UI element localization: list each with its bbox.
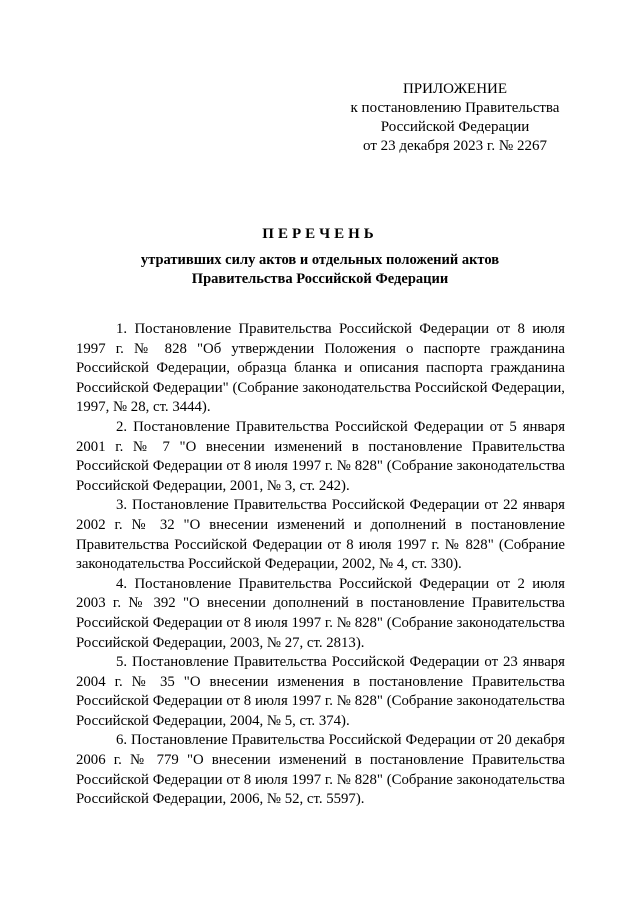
list-item: 6. Постановление Правительства Российской Федерации от 20 декабря 2006 г. № 779 "О внесении изменений в постановление Правительства Российской Федерации от 8 июля 1997 г. № 828" (Собрание законодательства Российской Федерации, 2006, № 52, ст. 5597). <box>76 732 565 808</box>
acts-list <box>76 320 565 810</box>
appendix-heading: ПРИЛОЖЕНИЕ <box>402 81 508 97</box>
appendix-line: Российской Федерации <box>380 119 530 135</box>
list-item: 3. Постановление Правительства Российской Федерации от 22 января 2002 г. № 32 "О внесении изменений и дополнений в постановление Правительства Российской Федерации от 8 июля 1997 г. № 828" (Собрание законодательства Российской Федерации, 2002, № 4, ст. 330). <box>76 497 565 573</box>
list-item: 5. Постановление Правительства Российской Федерации от 23 января 2004 г. № 35 "О внесении изменения в постановление Правительства Российской Федерации от 8 июля 1997 г. № 828" (Собрание законодательства Российской Федерации, 2004, № 5, ст. 374). <box>76 654 565 729</box>
list-item: 2. Постановление Правительства Российской Федерации от 5 января 2001 г. № 7 "О внесении изменений в постановление Правительства Российской Федерации от 8 июля 1997 г. № 828" (Собрание законодательства Российской Федерации, 2001, № 3, ст. 242). <box>76 418 565 494</box>
subtitle-line: Правительства Российской Федерации <box>191 271 449 287</box>
document-subtitle <box>0 251 640 289</box>
appendix-block <box>330 80 580 156</box>
list-item: 4. Постановление Правительства Российской Федерации от 2 июля 2003 г. № 392 "О внесении дополнений в постановление Правительства Российской Федерации от 8 июля 1997 г. № 828" (Собрание законодательства Российской Федерации, 2003, № 27, ст. 2813). <box>76 575 565 651</box>
subtitle-line: утративших силу актов и отдельных положений актов <box>140 252 500 268</box>
document-title: ПЕРЕЧЕНЬ <box>262 226 378 242</box>
appendix-line: к постановлению Правительства <box>350 100 560 116</box>
list-item: 1. Постановление Правительства Российской Федерации от 8 июля 1997 г. № 828 "Об утверждении Положения о паспорте гражданина Российской Федерации, образца бланка и описания паспорта гражданина Российской Федерации" (Собрание законодательства Российской Федерации, 1997, № 28, ст. 3444). <box>76 321 565 416</box>
appendix-date-line: от 23 декабря 2023 г. № 2267 <box>363 138 547 154</box>
